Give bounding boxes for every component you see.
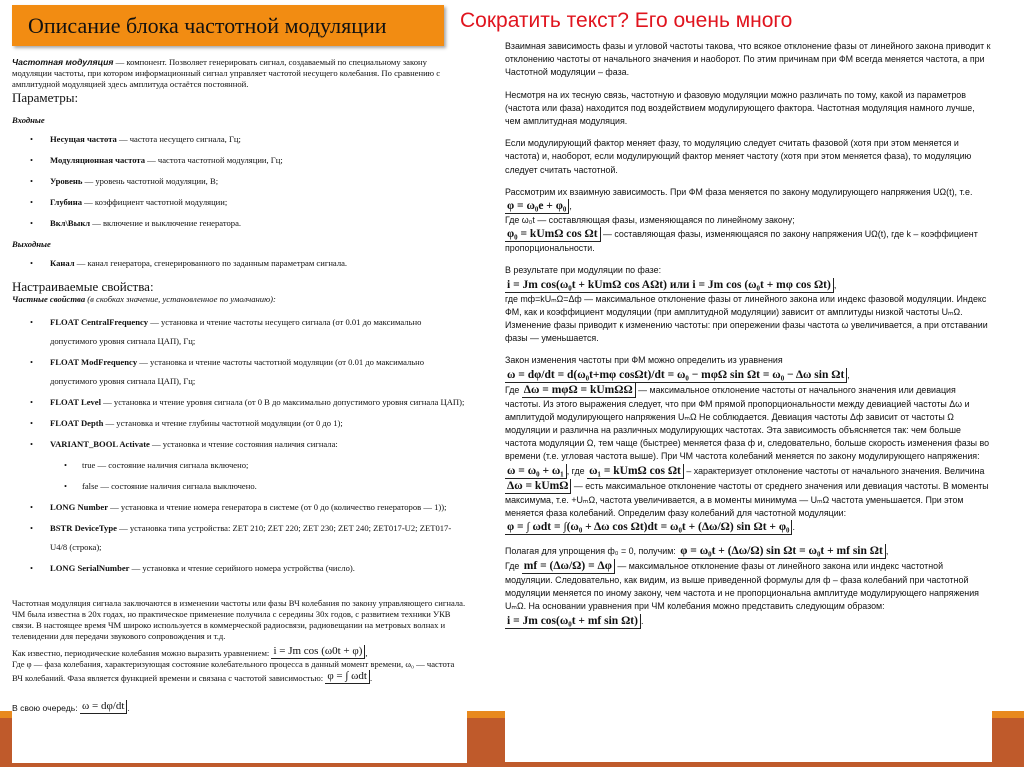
formula-phase-simplified: φ = ω₀t + (Δω/Ω) sin Ωt = ω₀t + mf sin Ωt [678, 544, 886, 559]
input-item [12, 176, 467, 187]
prop-item [12, 498, 467, 517]
prop-term: VARIANT_BOOL Activate [50, 439, 150, 449]
prop-desc: — установка и чтение частоты частотной модуляции (от 0.01 до максимально допустимого уровня сигнала ЦАП), Гц; [50, 357, 425, 386]
prop-term: BSTR DeviceType [50, 523, 117, 533]
paragraph-5: В результате при модуляции по фазе: i = Jm cos(ω₀t + kUmΩ cos AΩt) или i = Jm cos (ω₀t + mφ cos Ωt) , где mф=kUₘΩ=Δф — максимальное отклонение фазы от линейного закона или индекс фазовой модуляции. Индекс ФМ, как и коэффициент модуляции (при амплитудной модуляции) зависит от амплитуды низкой частоты UₘΩ. Изменение фазы приводит к изменению частоты: при опережении фазы частота ω увеличивается, а при отставании фазы — уменьшается. [505, 265, 988, 344]
intro-text: — компонент. Позволяет генерировать сигнал, создаваемый по специальному закону модуляции частоты, при котором информационный сигнал управляет частотой несущего колебания. По сравнению с амплитудной модуляцией здесь амплитуда остаётся постоянной. [12, 57, 441, 89]
input-item [12, 197, 467, 208]
fm-paragraph: Частотная модуляция сигнала заключаются в изменении частоты или фазы ВЧ колебания по закону управляющего сигнала. ЧМ была известна в 20х годах, но практическое применение получила с середины 30х годов, с развитием техники УКВ связи. В настоящее время ЧМ широко используется в коммерческой радиосвязи, радиовещании на метровых волнах и телевидении для передачи звукового сопровождения и т.д. [12, 598, 466, 641]
p6-text-d: , где [566, 465, 585, 476]
turn-text: В свою очередь: [12, 703, 78, 713]
paragraph-2: Несмотря на их тесную связь, частотную и фазовую модуляции можно различать по тому, какой из параметров (частота или фаза) находится под воздействием модулирующего фактора. Частотная модуляция намного лучше, чем амплитудная модуляция. [505, 89, 975, 127]
prop-term: FLOAT Level [50, 397, 102, 407]
p5-text-a: В результате при модуляции по фазе: [505, 265, 662, 276]
prop-desc: — установка и чтение частоты несущего сигнала (от 0.01 до максимально допустимого уровня сигнала ЦАП), Гц; [50, 317, 422, 346]
input-term: Несущая частота [50, 134, 117, 144]
paragraph-4: Рассмотрим их взаимную зависимость. При ФМ фаза меняется по закону модулирующего напряжения UΩ(t), т.е. φ = ω₀e + φ₀ , Где ω₀t — составляющая фазы, изменяющаяся по линейному закону; φ₀ = kUmΩ cos Ωt — составляющая фазы, изменяющаяся по закону напряжения UΩ(t), где k – коэффициент пропорциональности. [505, 186, 978, 254]
prop-item [12, 435, 467, 454]
formula-pm-current: i = Jm cos(ω₀t + kUmΩ cos AΩt) или i = Jm cos (ω₀t + mφ cos Ωt) [505, 278, 834, 293]
p5-text-b: где mф=kUₘΩ=Δф — максимальное отклонение фазы от линейного закона или индекс фазовой модуляции. Индекс ФМ, как и коэффициент модуляции (при амплитудной модуляции) зависит от амплитуды низкой частоты UₘΩ. Изменение фазы приводит к изменению частоты: при опережении фазы частота ω увеличивается, а при отставании фазы — уменьшается. [505, 293, 988, 344]
input-desc: — частота частотной модуляции, Гц; [145, 155, 283, 165]
paragraph-7: Полагая для упрощения ф₀ = 0, получим: φ = ω₀t + (Δω/Ω) sin Ωt = ω₀t + mf sin Ωt , Где mf = (Δω/Ω) = Δφ — максимальное отклонение фазы от линейного закона или индекс частотной модуляции. Следовательно, как видим, из выше приведенной формулы для ф – фаза колебаний при частотной модуляции меняется по иному закону, чем частота и не пропорциональна амплитуде модулирующего напряжения UₘΩ. На основании уравнения при ЧМ колебания можно представить следующим образом: i = Jm cos(ω₀t + mf sin Ωt) . [505, 545, 979, 627]
p6-text-b: Где [505, 384, 520, 395]
prop-term: LONG SerialNumber [50, 563, 130, 573]
left-document-image [12, 57, 467, 763]
prop-desc: — установка и чтение уровня сигнала (от 0 В до максимально допустимого уровня сигнала ЦАП); [101, 397, 465, 407]
prop-desc: — установка типа устройства: ZET 210; ZET 220; ZET 230; ZET 240; ZET017-U2; ZET017-U4/8 (строка); [50, 523, 452, 552]
formula-phase-fm: φ = ∫ ωdt = ∫(ω₀ + Δω cos Ωt)dt = ω₀t + (Δω/Ω) sin Ωt + φ₀ [505, 520, 792, 535]
prop-term: FLOAT Depth [50, 418, 104, 428]
input-desc: — частота несущего сигнала, Гц; [116, 134, 241, 144]
prop-item [12, 313, 467, 351]
params-heading: Параметры: [12, 90, 79, 105]
formula-omega1: ω₁ = kUmΩ cos Ωt [587, 464, 684, 479]
prop-item [12, 519, 467, 557]
formula-mf: mf = (Δω/Ω) = Δφ [522, 559, 615, 574]
p7-text-c: — максимальное отклонение фазы от линейного закона или индекс частотной модуляции. Следовательно, как видим, из выше приведенной формулы для ф – фаза колебаний при частотной модуляции меняется по иному закону, чем частота и не пропорциональна амплитуде модулирующего напряжения UₘΩ. На основании уравнения при ЧМ колебания можно представить следующим образом: [505, 561, 979, 612]
intro-term: Частотная модуляция [12, 57, 114, 67]
paragraph-1: Взаимная зависимость фазы и угловой частоты такова, что всякое отклонение фазы от линейного закона приводит к отклонению частоты от начального значения и наоборот. По этим причинам при ФМ всегда меняется частота, а при Частотной модуляции – фаза. [505, 41, 991, 78]
private-props-heading [12, 294, 467, 305]
formula-deviation: Δω = mφΩ = kUmΩΩ [522, 383, 636, 398]
prop-desc: — установка и чтение серийного номера устройства (число). [129, 563, 355, 573]
input-term: Вкл\Выкл [50, 218, 91, 228]
input-desc: — коэффициент частотной модуляции; [82, 197, 228, 207]
phase-formula: φ = ∫ ωdt [325, 670, 370, 684]
activate-value: • false — состояние наличия сигнала выключено. [12, 477, 467, 496]
p4-text-c: — составляющая фазы, изменяющаяся по закону напряжения UΩ(t), где k – коэффициент пропорциональности. [505, 229, 978, 254]
phase-paragraph: Где φ — фаза колебания, характеризующая состояние колебательного процесса в данный момент времени, ω₀ — частота ВЧ колебаний. Фаза является функцией времени и связана с частотой зависимостью: φ = ∫ ωdt . [12, 659, 455, 683]
input-desc: — включение и выключение генератора. [90, 218, 242, 228]
p6-text-e: – характеризует отклонение частоты от начального значения. Величина [686, 465, 985, 476]
paragraph-3: Если модулирующий фактор меняет фазу, то модуляцию следует считать фазовой (хотя при этом меняется и частота) и, наоборот, если модулирующий фактор меняет частоту (хотя при этом меняется фаза), то модуляцию следует считать частотной. [505, 138, 972, 175]
right-document-image [505, 40, 992, 762]
p4-text-a: Рассмотрим их взаимную зависимость. При ФМ фаза меняется по закону модулирующего напряжения UΩ(t), т.е. [505, 186, 973, 197]
output-term: Канал [50, 258, 75, 268]
oscillation-formula: i = Jm cos (ω0t + φ) [271, 645, 365, 659]
input-item [12, 155, 467, 166]
prop-item [12, 414, 467, 433]
slide-title: Описание блока частотной модуляции [28, 13, 387, 38]
intro-paragraph [12, 57, 467, 90]
formula-phase-component: φ₀ = kUmΩ cos Ωt [505, 227, 601, 242]
private-props-term: Частные свойства [12, 294, 86, 304]
oscillation-text: Как известно, периодические колебания можно выразить уравнением: [12, 648, 270, 658]
p6-text-c: — максимальное отклонение частоты от начального значения или девиация частоты. Из этого выражения следует, что при ФМ прямой пропорциональности между девиацией частоты Δω и амплитудой модулирующего напряжения UₘΩ Не соблюдается. Девиация частоты Δф зависит от частоты Ω модуляции и различна на различных модулирующих частотах. Эта зависимость объясняется так: чем больше частота модуляции Ω, тем чаще (быстрее) меняется фаза ф и, следовательно, больше скорость изменения фазы во времени (т.е. угловая частота выше). При ЧМ частота колебаний меняется по закону модулирующего напряжения: [505, 384, 990, 462]
formula-fm-current: i = Jm cos(ω₀t + mf sin Ωt) [505, 614, 641, 629]
oscillation-line: Как известно, периодические колебания можно выразить уравнением: i = Jm cos (ω0t + φ) , [12, 645, 368, 658]
inputs-list [12, 134, 467, 229]
output-item [12, 258, 467, 269]
output-desc: — канал генератора, сгенерированного по заданным параметрам сигнала. [74, 258, 348, 268]
prop-desc: — установка и чтение глубины частотной модуляции (от 0 до 1); [103, 418, 343, 428]
prop-term: LONG Number [50, 502, 109, 512]
input-item [12, 218, 467, 229]
formula-frequency-law: ω = dφ/dt = d(ω₀t+mφ cosΩt)/dt = ω₀ − mφΩ sin Ωt = ω₀ − Δω sin Ωt [505, 368, 847, 383]
paragraph-6: Закон изменения частоты при ФМ можно определить из уравнения ω = dφ/dt = d(ω₀t+mφ cosΩt)/dt = ω₀ − mφΩ sin Ωt = ω₀ − Δω sin Ωt , Где Δω = mφΩ = kUmΩΩ — максимальное отклонение частоты от начального значения или девиация частоты. Из этого выражения следует, что при ФМ прямой пропорциональности между девиацией частоты Δω и амплитудой модулирующего напряжения UₘΩ Не соблюдается. Девиация частоты Δф зависит от частоты Ω модуляции и различна на различных модулирующих частотах. Эта зависимость объясняется так: чем больше частота модуляции Ω, тем чаще (быстрее) меняется фаза ф и, следовательно, больше скорость изменения фазы во времени (т.е. угловая частота выше). При ЧМ частота колебаний меняется по закону модулирующего напряжения: ω = ω₀ + ω₁ , где ω₁ = kUmΩ cos Ωt – характеризует отклонение частоты от начального значения. Величина Δω = kUmΩ — есть максимальное отклонение частоты от среднего значения или девиация частоты. В моменты максимума, т.е. +UₘΩ, частота увеличивается, а в моменты минимума — UₘΩ частота уменьшается. При этом меняется фаза колебаний. Определим фазу колебаний для частотной модуляции: φ = ∫ ωdt = ∫(ω₀ + Δω cos Ωt)dt = ω₀t + (Δω/Ω) sin Ωt + φ₀ . [505, 355, 990, 534]
outputs-list [12, 258, 467, 269]
turn-line: В свою очередь: ω = dφ/dt . [12, 700, 130, 713]
prop-item [12, 559, 467, 578]
p4-text-b: Где ω₀t — составляющая фазы, изменяющаяся по линейному закону; [505, 215, 795, 226]
input-item [12, 134, 467, 145]
prop-item [12, 393, 467, 412]
props-list [12, 313, 467, 578]
inputs-heading: Входные [12, 115, 45, 125]
prop-desc: — установка и чтение состояния наличия сигнала: [149, 439, 338, 449]
prop-term: FLOAT ModFrequency [50, 357, 138, 367]
p7-text-a: Полагая для упрощения ф₀ = 0, получим: [505, 546, 676, 557]
p6-text-f: — есть максимальное отклонение частоты от среднего значения или девиация частоты. В моменты максимума, т.е. +UₘΩ, частота увеличивается, а в моменты минимума — UₘΩ частота уменьшается. При этом меняется фаза колебаний. Определим фазу колебаний для частотной модуляции: [505, 480, 989, 518]
input-term: Глубина [50, 197, 82, 207]
formula-phase-pm: φ = ω₀e + φ₀ [505, 199, 569, 214]
private-props-note: (в скобках значение, установленное по умолчанию): [85, 294, 276, 304]
prop-term: FLOAT CentralFrequency [50, 317, 149, 327]
props-heading: Настраиваемые свойства: [12, 279, 154, 294]
input-desc: — уровень частотной модуляции, В; [82, 176, 219, 186]
turn-formula: ω = dφ/dt [80, 700, 127, 714]
formula-delta-omega: Δω = kUmΩ [505, 479, 571, 494]
review-note: Сократить текст? Его очень много [460, 9, 793, 32]
formula-omega-sum: ω = ω₀ + ω₁ [505, 464, 567, 479]
p7-text-b: Где [505, 561, 520, 572]
outputs-heading: Выходные [12, 239, 51, 249]
p6-text-a: Закон изменения частоты при ФМ можно определить из уравнения [505, 355, 783, 366]
input-term: Модуляционная частота [50, 155, 146, 165]
slide-title-box [12, 5, 444, 46]
input-term: Уровень [50, 176, 83, 186]
prop-desc: — установка и чтение номера генератора в системе (от 0 до (количество генераторов — 1)); [108, 502, 447, 512]
phase-text: Где φ — фаза колебания, характеризующая состояние колебательного процесса в данный момент времени, ω₀ — частота ВЧ колебаний. Фаза является функцией времени и связана с частотой зависимостью: [12, 659, 455, 683]
prop-item [12, 353, 467, 391]
activate-value: • true — состояние наличия сигнала включено; [12, 456, 467, 475]
